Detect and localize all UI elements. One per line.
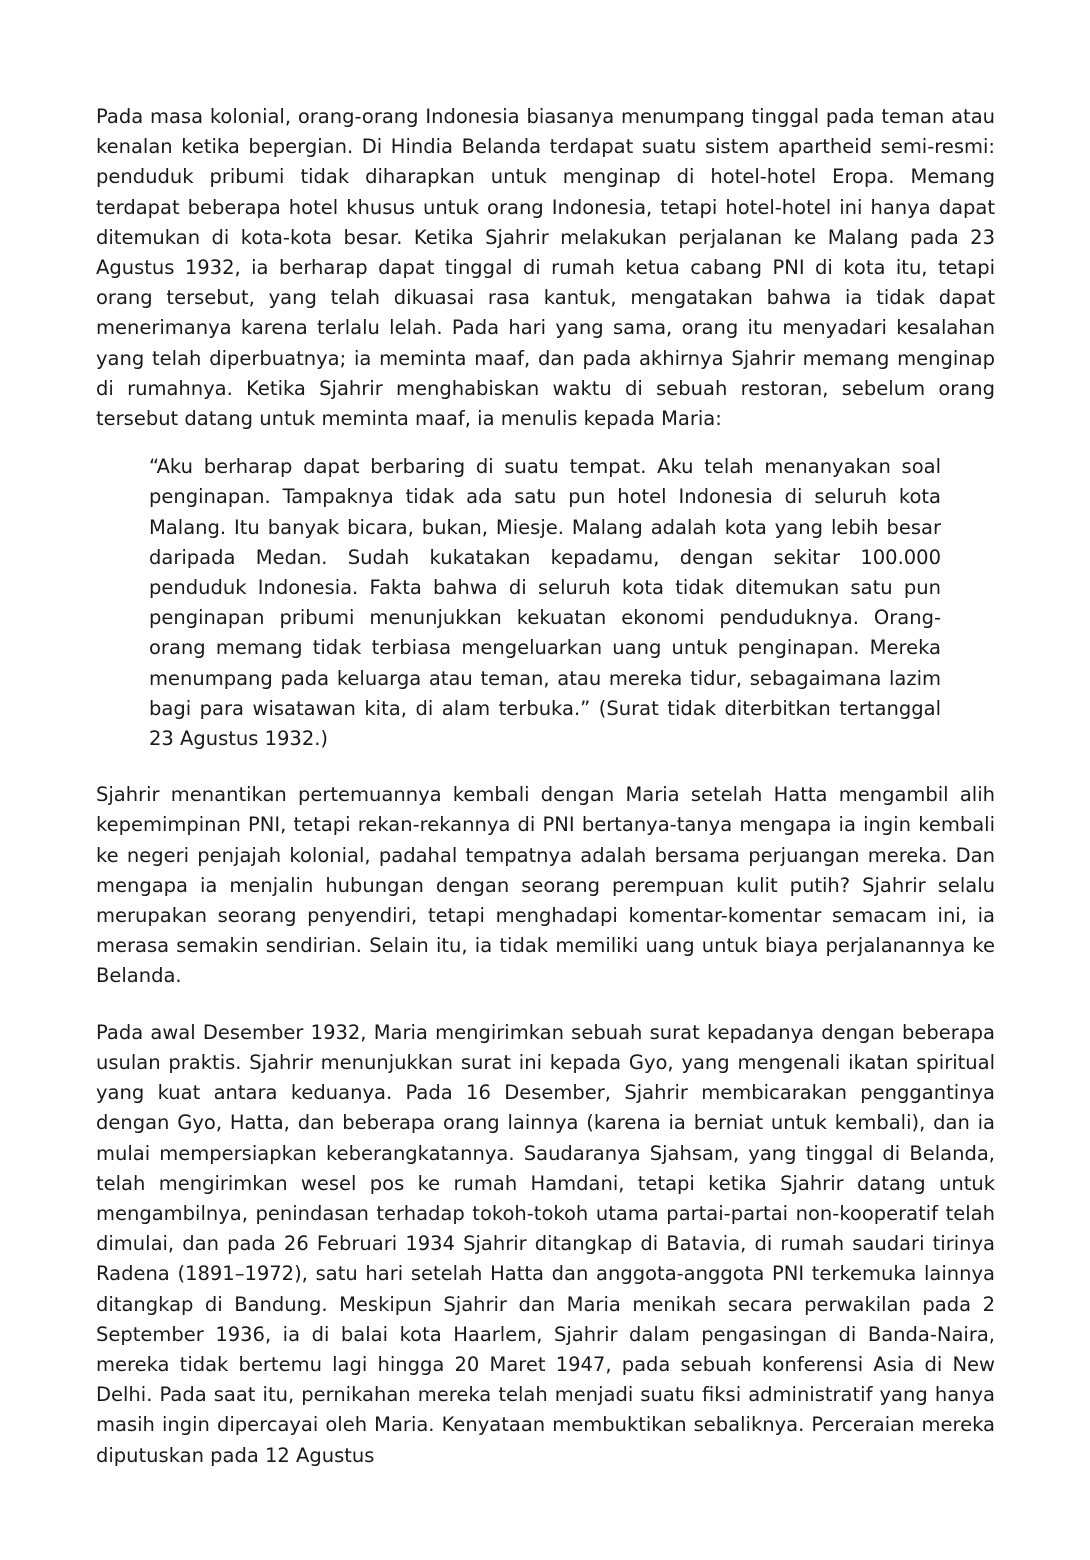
paragraph-colonial-lodging: Pada masa kolonial, orang-orang Indonesia biasanya menumpang tinggal pada teman atau kenalan ketika bepergian. Di Hindia Belanda terdapat suatu sistem apartheid semi-resmi: penduduk pribumi tidak diharapkan untuk menginap di hotel-hotel Eropa. Memang terdapat beberapa hotel khusus untuk orang Indonesia, tetapi hotel-hotel ini hanya dapat ditemukan di kota-kota besar. Ketika Sjahrir melakukan perjalanan ke Malang pada 23 Agustus 1932, ia berharap dapat tinggal di rumah ketua cabang PNI di kota itu, tetapi orang tersebut, yang telah dikuasai rasa kantuk, mengatakan bahwa ia tidak dapat menerimanya karena terlalu lelah. Pada hari yang sama, orang itu menyadari kesalahan yang telah diperbuatnya; ia meminta maaf, dan pada akhirnya Sjahrir memang menginap di rumahnya. Ketika Sjahrir menghabiskan waktu di sebuah restoran, sebelum orang tersebut datang untuk meminta maaf, ia menulis kepada Maria: — [96, 105, 995, 431]
paragraph-december-1932: Pada awal Desember 1932, Maria mengirimkan sebuah surat kepadanya dengan beberapa usulan praktis. Sjahrir menunjukkan surat ini kepada Gyo, yang mengenali ikatan spiritual yang kuat antara keduanya. Pada 16 Desember, Sjahrir membicarakan penggantinya dengan Gyo, Hatta, dan beberapa orang lainnya (karena ia berniat untuk kembali), dan ia mulai mempersiapkan keberangkatannya. Saudaranya Sjahsam, yang tinggal di Belanda, telah mengirimkan wesel pos ke rumah Hamdani, tetapi ketika Sjahrir datang untuk mengambilnya, penindasan terhadap tokoh-tokoh utama partai-partai non-kooperatif telah dimulai, dan pada 26 Februari 1934 Sjahrir ditangkap di Batavia, di rumah saudari tirinya Radena (1891–1972), satu hari setelah Hatta dan anggota-anggota PNI terkemuka lainnya ditangkap di Bandung. Meskipun Sjahrir dan Maria menikah secara perwakilan pada 2 September 1936, ia di balai kota Haarlem, Sjahrir dalam pengasingan di Banda-Naira, mereka tidak bertemu lagi hingga 20 Maret 1947, pada sebuah konferensi Asia di New Delhi. Pada saat itu, pernikahan mereka telah menjadi suatu fiksi administratif yang hanya masih ingin dipercayai oleh Maria. Kenyataan membuktikan sebaliknya. Perceraian mereka diputuskan pada 12 Agustus — [96, 1020, 995, 1467]
book-page — [96, 102, 995, 1471]
paragraph-reunion: Sjahrir menantikan pertemuannya kembali dengan Maria setelah Hatta mengambil alih kepemimpinan PNI, tetapi rekan-rekannya di PNI bertanya-tanya mengapa ia ingin kembali ke negeri penjajah kolonial, padahal tempatnya adalah bersama perjuangan mereka. Dan mengapa ia menjalin hubungan dengan seorang perempuan kulit putih? Sjahrir selalu merupakan seorang penyendiri, tetapi menghadapi komentar-komentar semacam ini, ia merasa semakin sendirian. Selain itu, ia tidak memiliki uang untuk biaya perjalanannya ke Belanda. — [96, 783, 995, 988]
block-quote-letter: “Aku berharap dapat berbaring di suatu tempat. Aku telah menanyakan soal penginapan. Tampaknya tidak ada satu pun hotel Indonesia di seluruh kota Malang. Itu banyak bicara, bukan, Miesje. Malang adalah kota yang lebih besar daripada Medan. Sudah kukatakan kepadamu, dengan sekitar 100.000 penduduk Indonesia. Fakta bahwa di seluruh kota tidak ditemukan satu pun penginapan pribumi menunjukkan kekuatan ekonomi penduduknya. Orang-orang memang tidak terbiasa mengeluarkan uang untuk penginapan. Mereka menumpang pada keluarga atau teman, atau mereka tidur, sebagaimana lazim bagi para wisatawan kita, di alam terbuka.” (Surat tidak diterbitkan tertanggal 23 Agustus 1932.) — [149, 455, 941, 751]
